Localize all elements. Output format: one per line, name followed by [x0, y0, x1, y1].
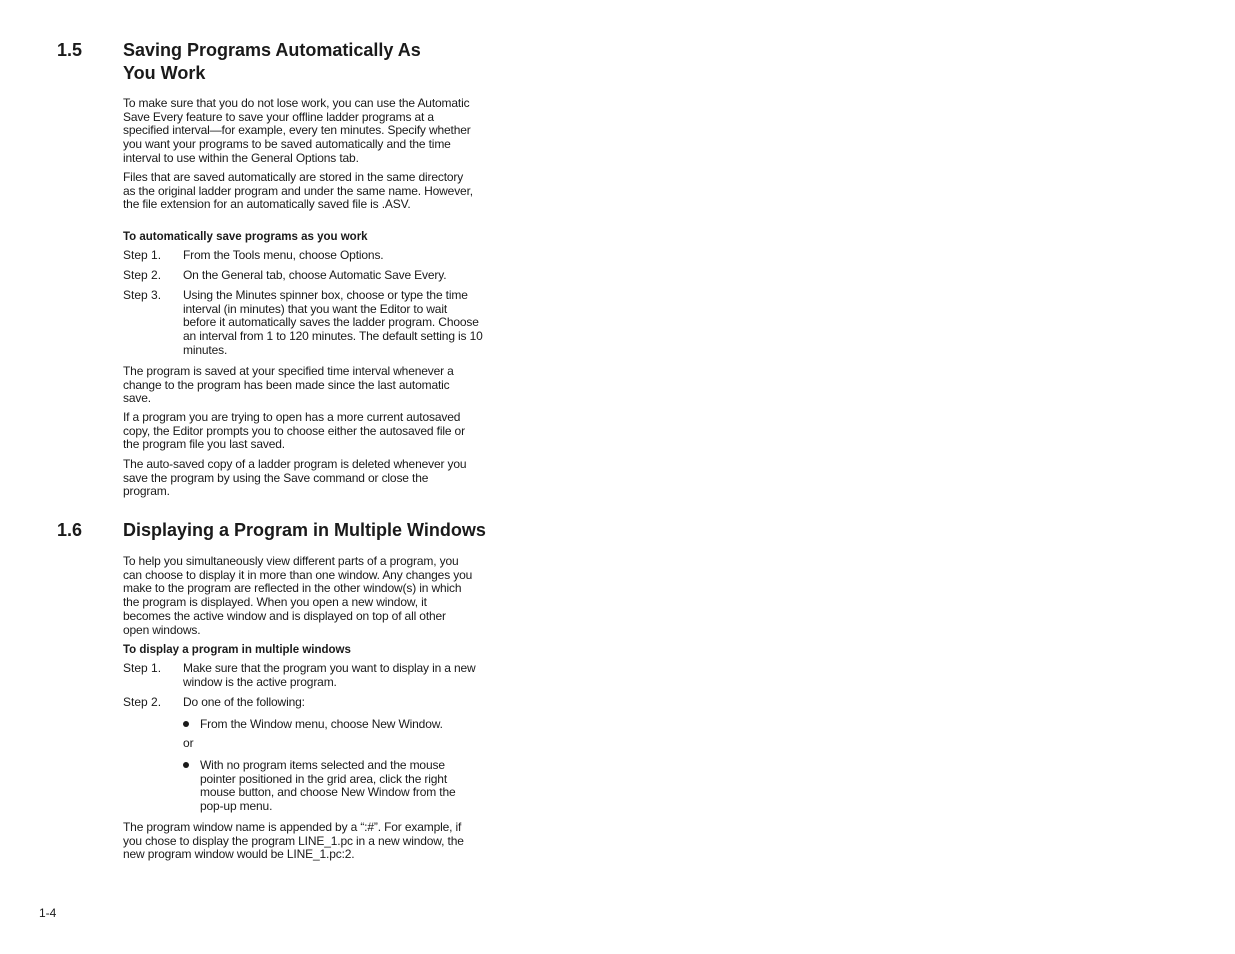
multiwindow-procedure-heading: To display a program in multiple windows	[123, 644, 351, 656]
text-line: save the program by using the Save command or close the	[123, 470, 429, 485]
step-label: Step 3.	[123, 288, 162, 302]
text-line: copy, the Editor prompts you to choose either the autosaved file or	[123, 423, 465, 438]
bullet-icon	[183, 762, 189, 768]
text-line: open windows.	[123, 622, 201, 637]
text-line: pointer positioned in the grid area, click the right	[200, 771, 448, 786]
text-line: window is the active program.	[183, 674, 337, 689]
autosave-interval-paragraph	[123, 365, 513, 406]
text-line: new program window would be LINE_1.pc:2.	[123, 847, 355, 862]
bullet-item	[200, 759, 520, 814]
text-line: minutes.	[183, 342, 228, 357]
text-line: From the Window menu, choose New Window.	[200, 717, 443, 731]
step-text	[183, 696, 523, 710]
step-label: Step 2.	[123, 695, 162, 709]
autosave-deleted-paragraph	[123, 458, 513, 499]
text-line: To help you simultaneously view different parts of a program, you	[123, 554, 459, 568]
step-label: Step 1.	[123, 661, 162, 675]
text-line: From the Tools menu, choose Options.	[183, 248, 384, 262]
section-1-6-number: 1.6	[57, 520, 83, 540]
or-separator: or	[183, 736, 194, 750]
text-line: change to the program has been made since the last automatic	[123, 377, 450, 392]
autosave-files-paragraph	[123, 171, 513, 212]
text-line: Using the Minutes spinner box, choose or type the time	[183, 288, 468, 302]
text-line: The auto-saved copy of a ladder program is deleted whenever you	[123, 457, 467, 471]
section-1-5-number: 1.5	[57, 40, 83, 60]
text-line: Make sure that the program you want to display in a new	[183, 661, 476, 675]
text-line: as the original ladder program and under the same name. However,	[123, 183, 473, 198]
section-1-5-title-line: Saving Programs Automatically As	[123, 40, 421, 60]
text-line: If a program you are trying to open has a more current autosaved	[123, 410, 461, 424]
autosave-intro-paragraph	[123, 97, 513, 166]
section-1-5-title	[123, 39, 523, 85]
section-1-6-title	[123, 519, 523, 542]
step-label: Step 2.	[123, 268, 162, 282]
step-text	[183, 289, 523, 358]
text-line: interval to use within the General Options tab.	[123, 150, 359, 165]
text-line: To make sure that you do not lose work, you can use the Automatic	[123, 96, 470, 110]
step-text	[183, 662, 523, 689]
section-1-6-title-line: Displaying a Program in Multiple Windows	[123, 520, 486, 540]
text-line: you want your programs to be saved automatically and the time	[123, 137, 451, 152]
text-line: With no program items selected and the mouse	[200, 758, 445, 772]
step-label: Step 1.	[123, 248, 162, 262]
text-line: the program file you last saved.	[123, 437, 285, 452]
text-line: an interval from 1 to 120 minutes. The default setting is 10	[183, 329, 483, 344]
text-line: The program window name is appended by a “:#”. For example, if	[123, 820, 462, 834]
text-line: interval (in minutes) that you want the Editor to wait	[183, 301, 448, 316]
text-line: Save Every feature to save your offline ladder programs at a	[123, 109, 434, 124]
text-line: save.	[123, 391, 151, 406]
autosave-prompt-paragraph	[123, 411, 513, 452]
multiwindow-intro-paragraph	[123, 555, 513, 637]
text-line: Files that are saved automatically are stored in the same directory	[123, 170, 464, 184]
text-line: On the General tab, choose Automatic Save Every.	[183, 268, 447, 282]
step-text	[183, 249, 523, 263]
text-line: becomes the active window and is displayed on top of all other	[123, 608, 446, 623]
text-line: The program is saved at your specified time interval whenever a	[123, 364, 454, 378]
text-line: mouse button, and choose New Window from the	[200, 785, 456, 800]
text-line: Do one of the following:	[183, 695, 305, 709]
step-text	[183, 269, 523, 283]
text-line: pop-up menu.	[200, 799, 273, 814]
text-line: you chose to display the program LINE_1.pc in a new window, the	[123, 833, 464, 848]
bullet-icon	[183, 721, 189, 727]
text-line: the file extension for an automatically saved file is .ASV.	[123, 197, 411, 212]
text-line: the program is displayed. When you open a new window, it	[123, 595, 427, 610]
autosave-procedure-heading: To automatically save programs as you work	[123, 231, 368, 243]
section-1-5-title-line: You Work	[123, 63, 206, 83]
text-line: can choose to display it in more than one window. Any changes you	[123, 567, 473, 582]
bullet-item	[200, 718, 520, 732]
text-line: specified interval—for example, every ten minutes. Specify whether	[123, 123, 471, 138]
window-name-paragraph	[123, 821, 513, 862]
text-line: before it automatically saves the ladder program. Choose	[183, 315, 479, 330]
text-line: program.	[123, 484, 170, 499]
text-line: make to the program are reflected in the other window(s) in which	[123, 581, 462, 596]
page-number: 1-4	[39, 906, 57, 920]
